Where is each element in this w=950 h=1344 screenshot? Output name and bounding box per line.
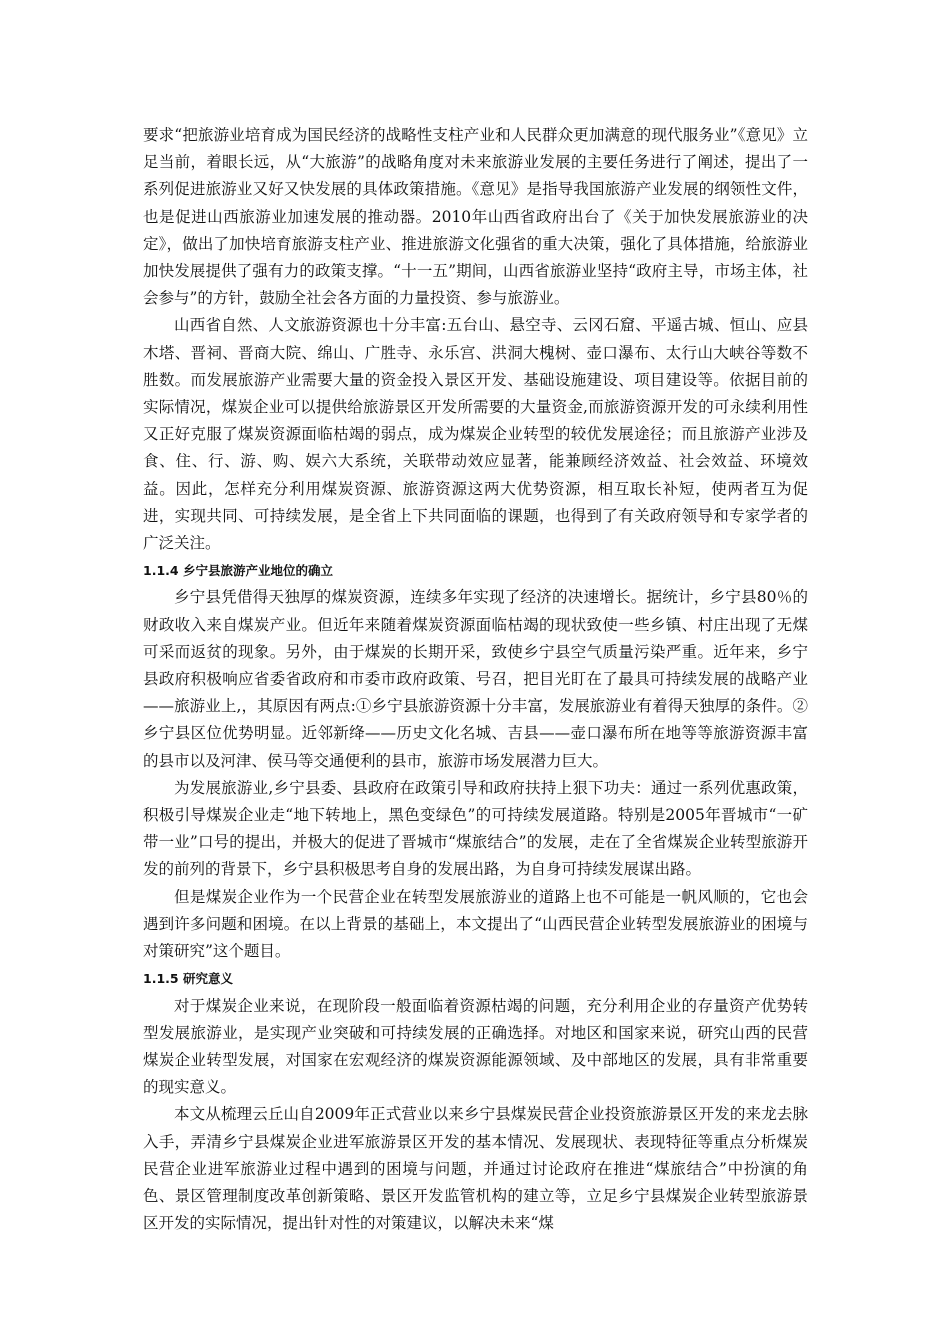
body-text [143,122,808,1237]
section-heading-1-1-5: 1.1.5 研究意义 [143,971,233,987]
section-heading-1-1-4: 1.1.4 乡宁县旅游产业地位的确立 [143,563,333,579]
paragraph-method: 本文从梳理云丘山自2009年正式营业以来乡宁县煤炭民营企业投资旅游景区开发的来龙去脉入手，弄清乡宁县煤炭企业进军旅游景区开发的基本情况、发展现状、表现特征等重点分析煤炭民营企业进军旅游业过程中遇到的困境与问题，并通过讨论政府在推进“煤旅结合”中扮演的角色、景区管理制度改革创新策略、景区开发监管机构的建立等，立足乡宁县煤炭企业转型旅游景区开发的实际情况，提出针对性的对策建议，以解决未来“煤 [143,1105,808,1233]
paragraph-policy: 为发展旅游业,乡宁县委、县政府在政策引导和政府扶持上狠下功夫：通过一系列优惠政策，积极引导煤炭企业走“地下转地上，黑色变绿色”的可持续发展道路。特别是2005年晋城市“一矿带一业”口号的提出，并极大的促进了晋城市“煤旅结合”的发展，走在了全省煤炭企业转型旅游开发的前列的背景下，乡宁县积极思考自身的发展出路，为自身可持续发展谋出路。 [143,778,808,879]
paragraph-significance: 对于煤炭企业来说，在现阶段一般面临着资源枯竭的问题，充分利用企业的存量资产优势转型发展旅游业，是实现产业突破和可持续发展的正确选择。对地区和国家来说，研究山西的民营煤炭企业转型发展，对国家在宏观经济的煤炭资源能源领域、及中部地区的发展，具有非常重要的现实意义。 [143,996,808,1097]
paragraph-continued: 要求“把旅游业培育成为国民经济的战略性支柱产业和人民群众更加满意的现代服务业”《意见》立足当前，着眼长远，从“大旅游”的战略角度对未来旅游业发展的主要任务进行了阐述，提出了一系列促进旅游业又好又快发展的具体政策措施。《意见》是指导我国旅游产业发展的纲领性文件，也是促进山西旅游业加速发展的推动器。2010年山西省政府出台了《关于加快发展旅游业的决定》，做出了加快培育旅游支柱产业、推进旅游文化强省的重大决策，强化了具体措施，给旅游业加快发展提供了强有力的政策支撑。“十一五”期间，山西省旅游业坚持“政府主导，市场主体，社会参与”的方针，鼓励全社会各方面的力量投资、参与旅游业。 [143,126,808,308]
paragraph-resources: 山西省自然、人文旅游资源也十分丰富:五台山、悬空寺、云冈石窟、平遥古城、恒山、应县木塔、晋祠、晋商大院、绵山、广胜寺、永乐宫、洪洞大槐树、壶口瀑布、太行山大峡谷等数不胜数。而发展旅游产业需要大量的资金投入景区开发、基础设施建设、项目建设等。依据目前的实际情况，煤炭企业可以提供给旅游景区开发所需要的大量资金,而旅游资源开发的可永续利用性又正好克服了煤炭资源面临枯竭的弱点，成为煤炭企业转型的较优发展途径；而且旅游产业涉及食、住、行、游、购、娱六大系统，关联带动效应显著，能兼顾经济效益、社会效益、环境效益。因此，怎样充分利用煤炭资源、旅游资源这两大优势资源，相互取长补短，使两者互为促进，实现共同、可持续发展，是全省上下共同面临的课题，也得到了有关政府领导和专家学者的广泛关注。 [143,316,808,553]
paragraph-xiangning-status: 乡宁县凭借得天独厚的煤炭资源，连续多年实现了经济的决速增长。据统计，乡宁县80％的财政收入来自煤炭产业。但近年来随着煤炭资源面临枯竭的现状致使一些乡镇、村庄出现了无煤可采而返贫的现象。另外，由于煤炭的长期开采，致使乡宁县空气质量污染严重。近年来，乡宁县政府积极响应省委省政府和市委市政府政策、号召，把目光盯在了最具可持续发展的战略产业——旅游业上,，其原因有两点:①乡宁县旅游资源十分丰富，发展旅游业有着得天独厚的条件。②乡宁县区位优势明显。近邻新绛——历史文化名城、吉县——壶口瀑布所在地等等旅游资源丰富的县市以及河津、侯马等交通便利的县市，旅游市场发展潜力巨大。 [143,588,808,770]
paragraph-topic: 但是煤炭企业作为一个民营企业在转型发展旅游业的道路上也不可能是一帆风顺的，它也会遇到许多问题和困境。在以上背景的基础上，本文提出了“山西民营企业转型发展旅游业的困境与对策研究”这个题目。 [143,887,808,961]
